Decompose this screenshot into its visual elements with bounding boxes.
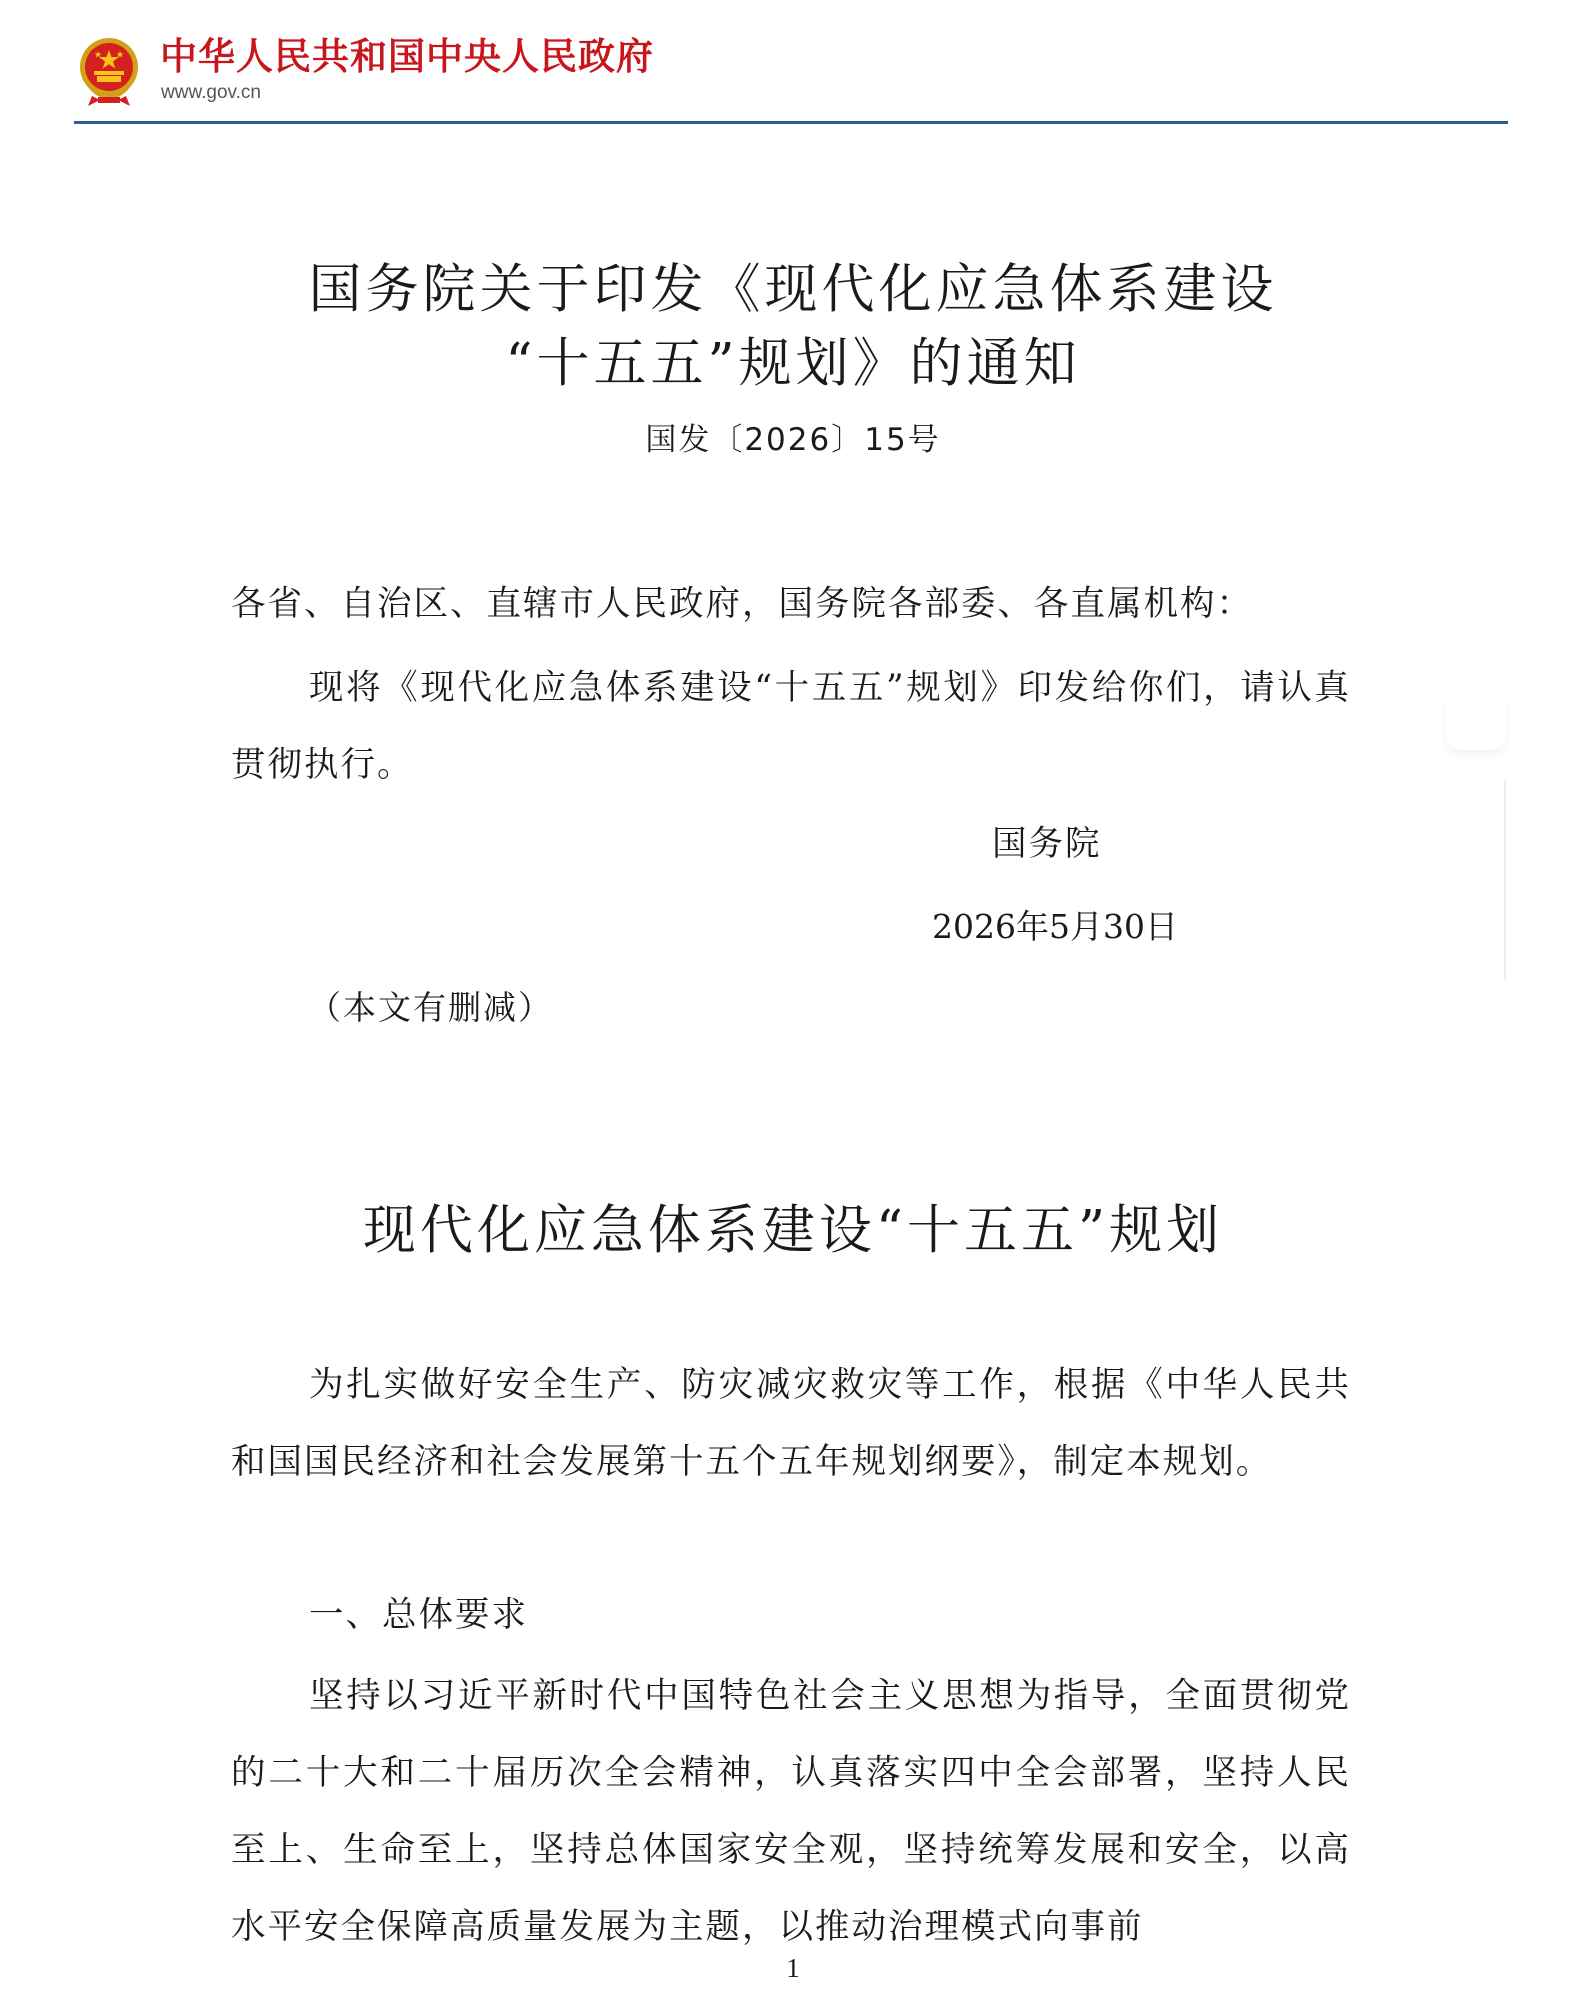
- notice-body: 现将《现代化应急体系建设“十五五”规划》印发给你们，请认真贯彻执行。: [231, 668, 1351, 785]
- scrollbar-track[interactable]: [1504, 780, 1506, 980]
- floating-tab[interactable]: [1446, 700, 1506, 750]
- national-emblem-icon[interactable]: [74, 34, 144, 108]
- notice-title-line-1: 国务院关于印发《现代化应急体系建设: [308, 259, 1278, 320]
- site-header: [0, 0, 1586, 130]
- signer: 国务院: [992, 824, 1102, 864]
- addressee: 各省、自治区、直辖市人民政府，国务院各部委、各直属机构：: [231, 584, 1253, 624]
- header-divider: [74, 121, 1508, 124]
- site-name[interactable]: 中华人民共和国中央人民政府: [160, 35, 654, 78]
- notice-title-line-2: “十五五”规划》的通知: [505, 333, 1081, 394]
- section-heading: 一、总体要求: [309, 1595, 528, 1635]
- page-number: 1: [786, 1953, 800, 1983]
- document-number: 国发〔2026〕15号: [645, 422, 941, 458]
- plan-intro: 为扎实做好安全生产、防灾减灾救灾等工作，根据《中华人民共和国国民经济和社会发展第十五个五年规划纲要》，制定本规划。: [231, 1365, 1351, 1482]
- plan-title: 现代化应急体系建设“十五五”规划: [362, 1200, 1224, 1261]
- section-body: 坚持以习近平新时代中国特色社会主义思想为指导，全面贯彻党的二十大和二十届历次全会精神，认真落实四中全会部署，坚持人民至上、生命至上，坚持总体国家安全观，坚持统筹发展和安全，以高水平安全保障高质量发展为主题，以推动治理模式向事前: [231, 1676, 1351, 1947]
- site-url[interactable]: www.gov.cn: [161, 82, 261, 103]
- issue-date: 2026年5月30日: [932, 907, 1178, 946]
- abridged-note: （本文有删减）: [308, 988, 553, 1027]
